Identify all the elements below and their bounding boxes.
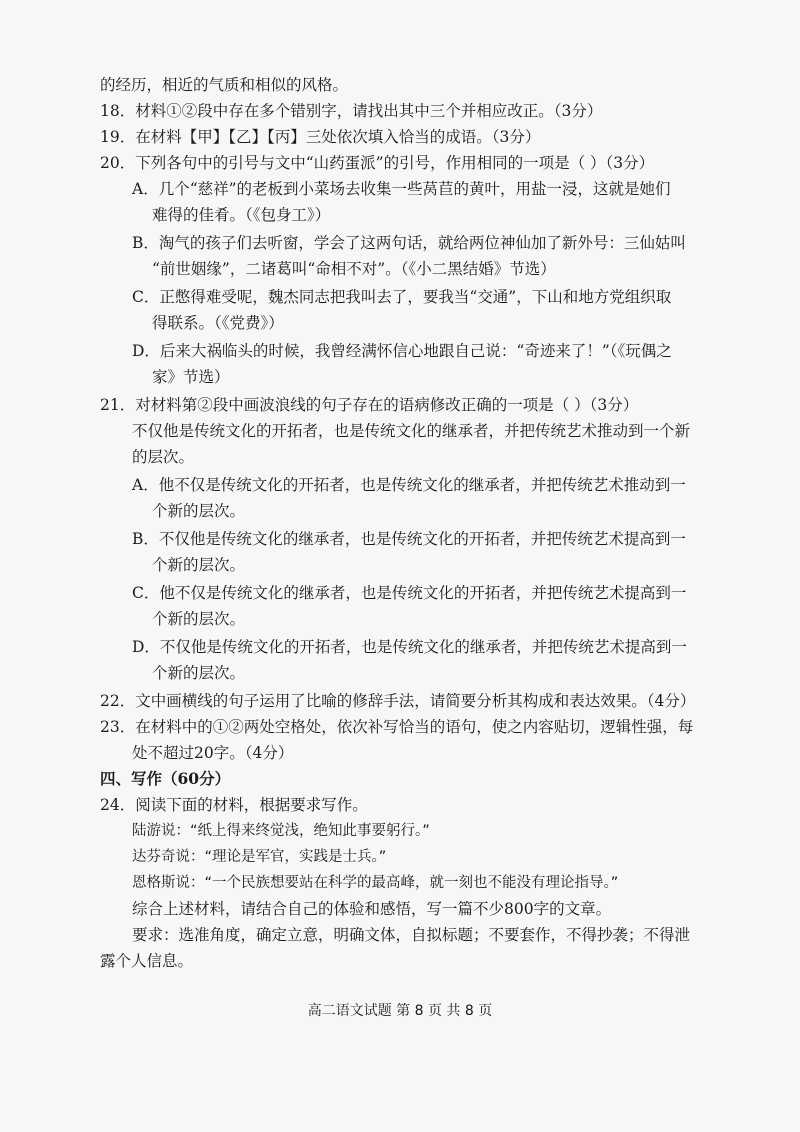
option-d: D．不仅他是传统文化的开拓者，也是传统文化的继承者，并把传统艺术提高到一: [132, 638, 687, 656]
question-21: 21．对材料第②段中画波浪线的句子存在的语病修改正确的一项是（ ）（3分）: [100, 396, 639, 414]
text-line: 综合上述材料，请结合自己的体验和感悟，写一篇不少800字的文章。: [132, 900, 612, 918]
text-line: 个新的层次。: [152, 502, 246, 520]
text-line: 得联系。（《党费》）: [152, 314, 284, 332]
question-19: 19．在材料【甲】【乙】【丙】三处依次填入恰当的成语。（3分）: [100, 128, 541, 146]
text-line: 露个人信息。: [100, 952, 194, 970]
option-a: A．他不仅是传统文化的开拓者，也是传统文化的继承者，并把传统艺术推动到一: [132, 476, 686, 494]
text-line: 处不超过20字。（4分）: [132, 744, 294, 762]
requirements: 要求：选准角度，确定立意，明确文体，自拟标题；不要套作，不得抄袭；不得泄: [132, 926, 691, 944]
text-line: 家》节选）: [152, 368, 230, 386]
section-heading: 四、写作（60分）: [100, 769, 231, 788]
text-line: 个新的层次。: [152, 664, 246, 682]
text-line: 个新的层次。: [152, 556, 246, 574]
question-18: 18．材料①②段中存在多个错别字，请找出其中三个并相应改正。（3分）: [100, 102, 603, 120]
quote-line: 达芬奇说：“理论是军官，实践是士兵。”: [132, 849, 387, 865]
text-line: 个新的层次。: [152, 610, 246, 628]
option-c: C．正憋得难受呢，魏杰同志把我叫去了，要我当“交通”，下山和地方党组织取: [132, 288, 672, 306]
question-24: 24．阅读下面的材料，根据要求写作。: [100, 796, 368, 814]
text-line: 的层次。: [132, 448, 195, 466]
question-23: 23．在材料中的①②两处空格处，依次补写恰当的语句，使之内容贴切，逻辑性强，每: [100, 718, 694, 736]
text-line: 的经历，相近的气质和相似的风格。: [100, 76, 349, 94]
option-a: A．几个“慈祥”的老板到小菜场去收集一些莴苣的黄叶，用盐一浸，这就是她们: [132, 180, 671, 198]
question-22: 22．文中画横线的句子运用了比喻的修辞手法，请简要分析其构成和表达效果。（4分）: [100, 692, 696, 710]
option-d: D．后来大祸临头的时候，我曾经满怀信心地跟自己说：“奇迹来了！”（《玩偶之: [132, 342, 672, 360]
option-b: B．淘气的孩子们去听窗，学会了这两句话，就给两位神仙加了新外号：三仙姑叫: [132, 234, 686, 252]
question-20: 20．下列各句中的引号与文中“山药蛋派”的引号，作用相同的一项是（ ）（3分）: [100, 154, 655, 172]
quote-line: 恩格斯说：“一个民族想要站在科学的最高峰，就一刻也不能没有理论指导。”: [132, 875, 619, 891]
text-line: “前世姻缘”，二诸葛叫“命相不对”。（《小二黑结婚》节选）: [152, 260, 556, 278]
text-line: 难得的佳肴。（《包身工》）: [152, 206, 331, 224]
page-footer: 高二语文试题 第 8 页 共 8 页: [307, 1003, 493, 1019]
quote-line: 陆游说：“纸上得来终觉浅，绝知此事要躬行。”: [132, 823, 430, 839]
option-c: C．他不仅是传统文化的继承者，也是传统文化的开拓者，并把传统艺术提高到一: [132, 584, 687, 602]
option-b: B．不仅他是传统文化的继承者，也是传统文化的开拓者，并把传统艺术提高到一: [132, 530, 686, 548]
text-line: 不仅他是传统文化的开拓者，也是传统文化的继承者，并把传统艺术推动到一个新: [132, 422, 691, 440]
